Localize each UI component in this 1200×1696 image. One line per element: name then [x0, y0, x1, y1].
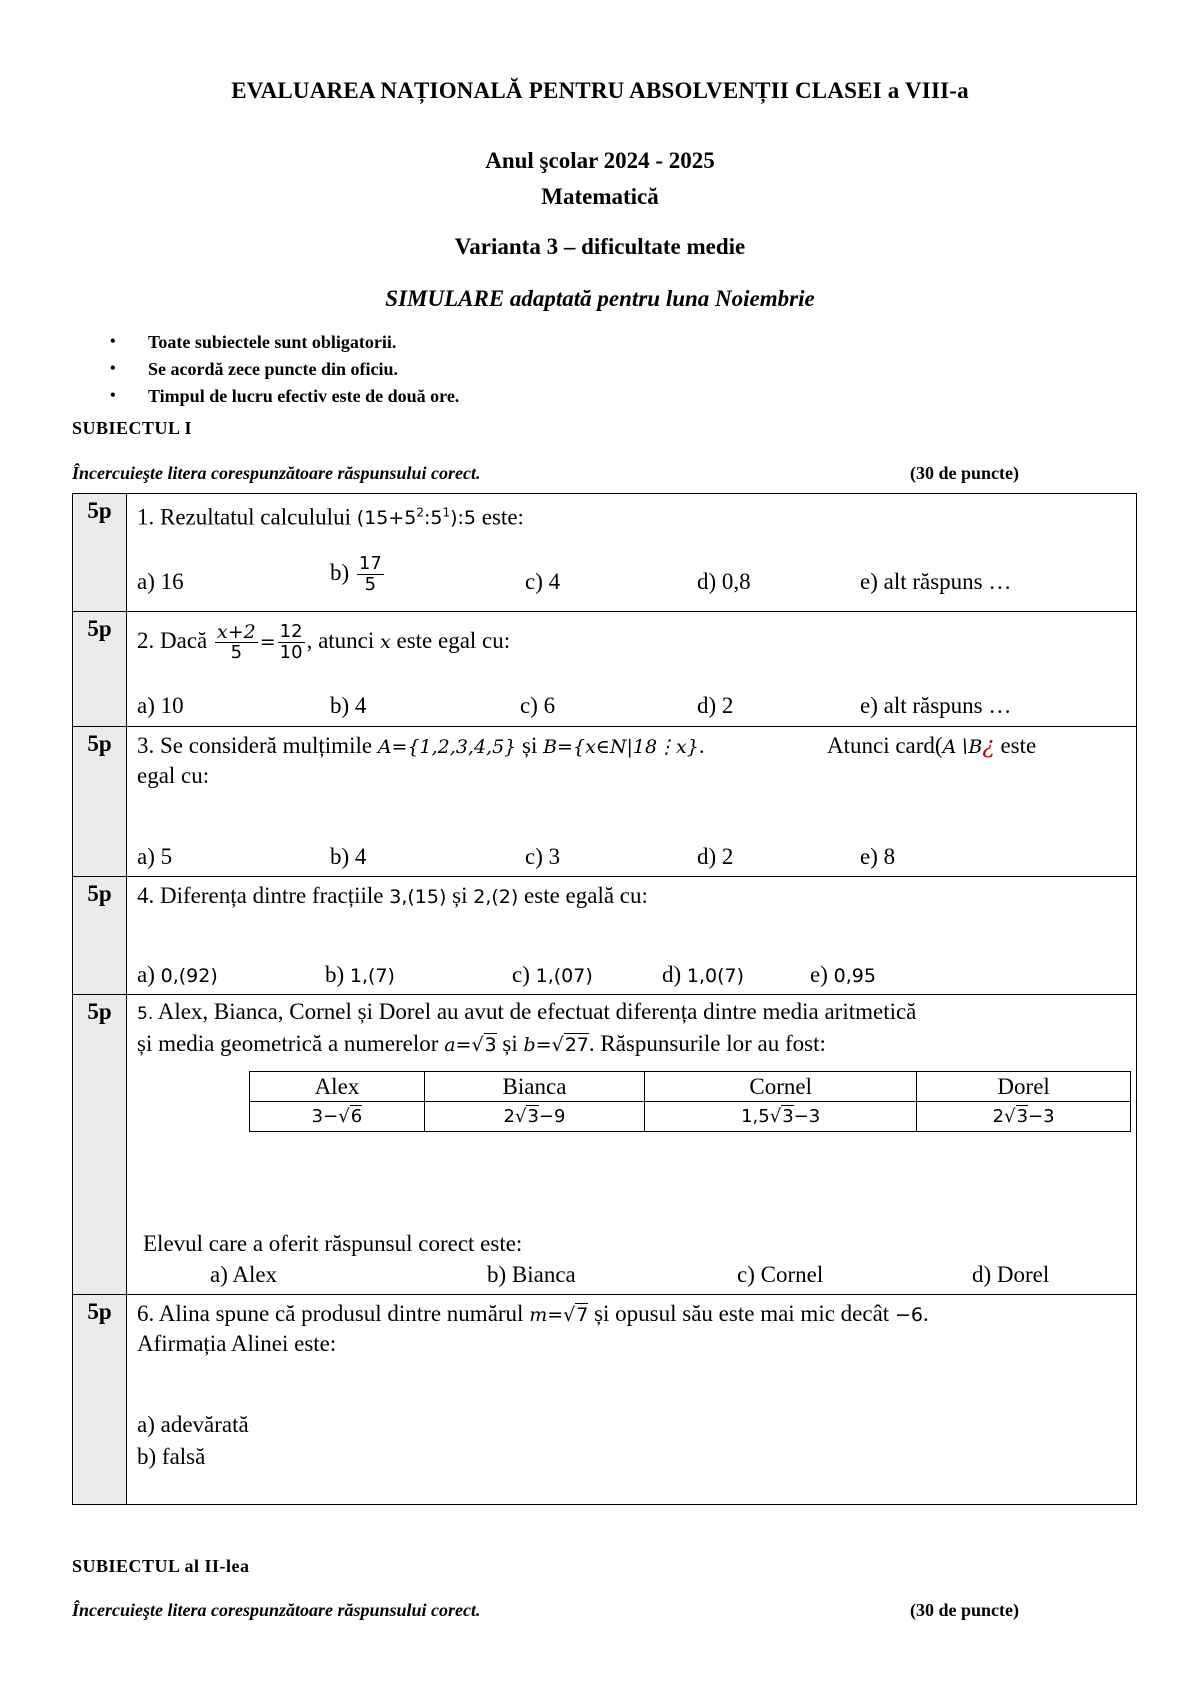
question-4	[127, 877, 1137, 995]
answers-table	[249, 1071, 1131, 1132]
option-e[interactable]: e) 0,95	[810, 962, 876, 987]
answers-header: Alex	[250, 1072, 425, 1102]
question-text: 3. Se consideră mulțimile A={1,2,3,4,5} și B={x∈N|18⋮x}.	[137, 733, 705, 758]
question-1	[127, 494, 1137, 612]
question-text-line2: Afirmația Alinei este:	[137, 1331, 337, 1356]
answer-value: 2√3−3	[917, 1102, 1131, 1132]
section2-points: (30 de puncte)	[910, 1600, 1019, 1620]
answer-value: 2√3−9	[424, 1102, 644, 1132]
answers-header: Bianca	[424, 1072, 644, 1102]
question-points: 5p	[73, 877, 127, 995]
answer-value: 3−√6	[250, 1102, 425, 1132]
question-row-2	[73, 612, 1137, 727]
answers-header: Cornel	[645, 1072, 917, 1102]
section2-label: SUBIECTUL al II-lea	[72, 1556, 250, 1576]
section2-instruction: Încercuieşte litera corespunzătoare răspunsului corect.	[72, 1600, 481, 1620]
answers-header-row	[250, 1072, 1131, 1102]
question-text: 6. Alina spune că produsul dintre numărul m=√7 și opusul său este mai mic decât −6.	[137, 1301, 929, 1326]
subject-name: Matematică	[541, 184, 659, 209]
option-d[interactable]: d) 2	[697, 693, 734, 718]
question-text-line2: egal cu:	[137, 763, 210, 788]
option-e[interactable]: e) alt răspuns …	[860, 693, 1012, 718]
section1-label: SUBIECTUL I	[72, 418, 193, 438]
question-prompt: Elevul care a oferit răspunsul corect este:	[143, 1231, 523, 1256]
document-title: EVALUAREA NAȚIONALĂ PENTRU ABSOLVENȚII CLASEI a VIII-a	[231, 78, 969, 103]
question-row-1	[73, 494, 1137, 612]
option-e[interactable]: e) 8	[860, 844, 896, 869]
question-2	[127, 612, 1137, 727]
rule-item: • Se acordă zece puncte din oficiu.	[110, 357, 459, 384]
question-text-cont: Atunci card(A∖B¿ este	[827, 733, 1037, 759]
question-3	[127, 727, 1137, 877]
option-a[interactable]: a) 5	[137, 844, 173, 869]
question-5	[127, 995, 1137, 1295]
option-b[interactable]: b) 4	[330, 693, 367, 718]
option-a[interactable]: a) Alex	[210, 1262, 278, 1287]
option-d[interactable]: d) Dorel	[972, 1262, 1050, 1287]
question-text: 5. Alex, Bianca, Cornel și Dorel au avut de efectuat diferența dintre media aritmetică	[137, 999, 917, 1024]
option-b[interactable]: b) 4	[330, 844, 367, 869]
question-row-3	[73, 727, 1137, 877]
option-c[interactable]: c) 3	[525, 844, 561, 869]
question-row-5	[73, 995, 1137, 1295]
option-b[interactable]: b) falsă	[137, 1444, 206, 1469]
question-points: 5p	[73, 612, 127, 727]
option-a[interactable]: a) 0,(92)	[137, 962, 218, 987]
option-b[interactable]: b) $\frac{17}{5}$	[330, 553, 382, 595]
answer-value: 1,5√3−3	[645, 1102, 917, 1132]
option-b[interactable]: b) Bianca	[487, 1262, 576, 1287]
rule-item: • Timpul de lucru efectiv este de două ore.	[110, 384, 459, 411]
option-a[interactable]: a) 10	[137, 693, 184, 718]
question-row-6	[73, 1295, 1137, 1505]
option-c[interactable]: c) Cornel	[737, 1262, 824, 1287]
school-year: Anul şcolar 2024 - 2025	[485, 148, 715, 173]
variant-label: Varianta 3 – dificultate medie	[454, 234, 746, 259]
option-d[interactable]: d) 0,8	[697, 569, 751, 594]
question-row-4	[73, 877, 1137, 995]
question-6	[127, 1295, 1137, 1505]
option-a[interactable]: a) 16	[137, 569, 184, 594]
section1-questions-table	[72, 493, 1137, 1505]
section1-instruction: Încercuieşte litera corespunzătoare răspunsului corect.	[72, 463, 481, 483]
question-points: 5p	[73, 727, 127, 877]
question-text: 1. Rezultatul calculului $(15+5^2:5^1):5$ este:	[137, 504, 524, 530]
option-c[interactable]: c) 1,(07)	[512, 962, 593, 987]
answers-value-row	[250, 1102, 1131, 1132]
option-d[interactable]: d) 1,0(7)	[662, 962, 745, 987]
question-points: 5p	[73, 494, 127, 612]
question-text: 4. Diferența dintre fracțiile 3,(15) și 2,(2) este egală cu:	[137, 883, 648, 908]
option-c[interactable]: c) 6	[520, 693, 556, 718]
option-e[interactable]: e) alt răspuns …	[860, 569, 1012, 594]
answers-header: Dorel	[917, 1072, 1131, 1102]
option-d[interactable]: d) 2	[697, 844, 734, 869]
rule-item: • Toate subiectele sunt obligatorii.	[110, 330, 459, 357]
option-c[interactable]: c) 4	[525, 569, 561, 594]
option-a[interactable]: a) adevărată	[137, 1412, 249, 1437]
question-points: 5p	[73, 995, 127, 1295]
question-text-line2: și media geometrică a numerelor a=√3 și b=√27. Răspunsurile lor au fost:	[137, 1031, 826, 1056]
section1-points: (30 de puncte)	[910, 463, 1019, 483]
rules-list	[110, 330, 459, 411]
option-b[interactable]: b) 1,(7)	[325, 962, 395, 987]
simulation-label: SIMULARE adaptată pentru luna Noiembrie	[385, 286, 815, 311]
question-text: 2. Dacă $\frac{x+2}{5}$ = $\frac{12}{10}$ , atunci x este egal cu:	[137, 621, 511, 663]
question-points: 5p	[73, 1295, 127, 1505]
